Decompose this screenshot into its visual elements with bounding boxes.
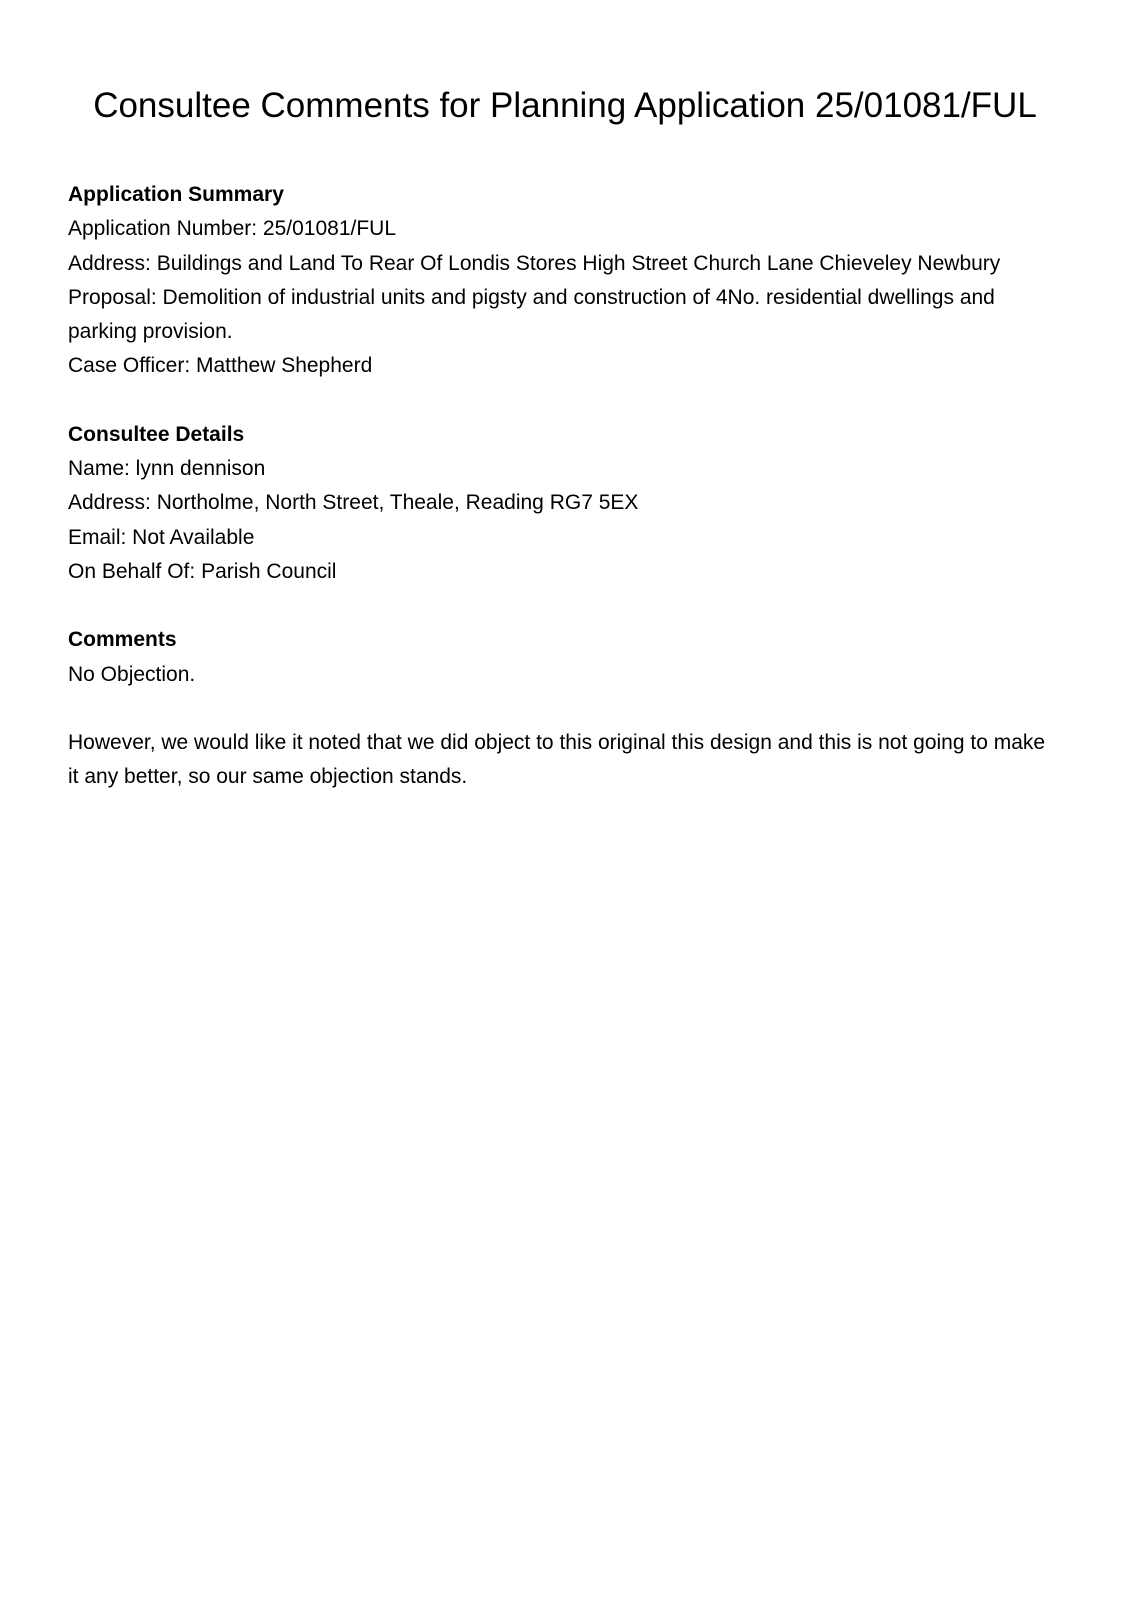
comment-paragraph: No Objection. <box>68 662 196 686</box>
consultee-email: Email: Not Available <box>68 525 255 549</box>
comments-section <box>68 623 1058 794</box>
case-officer: Case Officer: Matthew Shepherd <box>68 354 373 378</box>
application-number: Application Number: 25/01081/FUL <box>68 217 397 241</box>
page-title: Consultee Comments for Planning Application 25/01081/FUL <box>93 86 1037 125</box>
consultee-name: Name: lynn dennison <box>68 457 266 481</box>
application-proposal: Proposal: Demolition of industrial units and pigsty and construction of 4No. residential dwellings and parking provision. <box>68 285 995 344</box>
consultee-details-heading: Consultee Details <box>68 422 245 446</box>
consultee-address: Address: Northolme, North Street, Theale, Reading RG7 5EX <box>68 491 639 515</box>
application-summary-heading: Application Summary <box>68 183 284 206</box>
consultee-on-behalf-of: On Behalf Of: Parish Council <box>68 559 337 583</box>
document-body <box>68 178 1058 828</box>
consultee-details-section <box>68 418 1058 589</box>
comments-heading: Comments <box>68 628 177 652</box>
comment-paragraph: However, we would like it noted that we did object to this original this design and this is not going to make it any better, so our same objection stands. <box>68 730 1046 789</box>
application-address: Address: Buildings and Land To Rear Of Londis Stores High Street Church Lane Chieveley Newbury <box>68 251 1001 275</box>
application-summary-section <box>68 178 1058 384</box>
